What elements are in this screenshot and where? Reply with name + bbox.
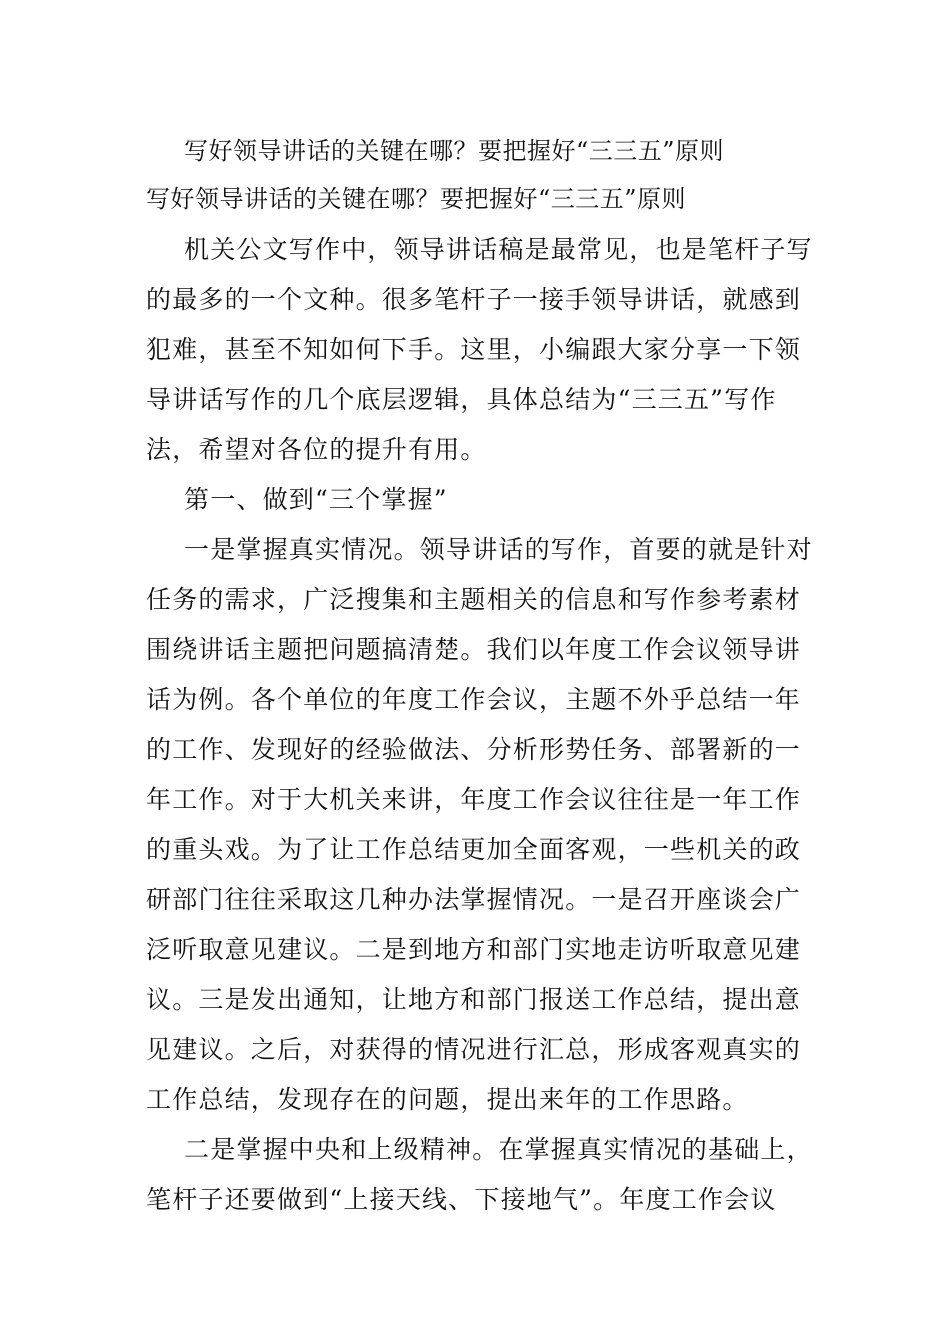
body-line: 话为例。各个单位的年度工作会议，主题不外乎总结一年 [146, 685, 802, 714]
body-line: 一是掌握真实情况。领导讲话的写作，首要的就是针对 [184, 535, 813, 564]
body-line: 导讲话写作的几个底层逻辑，具体总结为“三三五”写作 [146, 385, 777, 414]
body-line: 二是掌握中央和上级精神。在掌握真实情况的基础上， [184, 1135, 813, 1164]
body-line: 议。三是发出通知，让地方和部门报送工作总结，提出意 [146, 985, 802, 1014]
body-line: 机关公文写作中，领导讲话稿是最常见，也是笔杆子写 [184, 235, 813, 264]
body-line: 工作总结，发现存在的问题，提出来年的工作思路。 [146, 1085, 749, 1114]
body-line: 法，希望对各位的提升有用。 [146, 435, 487, 464]
body-line: 泛听取意见建议。二是到地方和部门实地走访听取意见建 [146, 935, 802, 964]
body-line: 研部门往往采取这几种办法掌握情况。一是召开座谈会广 [146, 885, 802, 914]
body-line: 的最多的一个文种。很多笔杆子一接手领导讲话，就感到 [146, 285, 802, 314]
body-line: 见建议。之后，对获得的情况进行汇总，形成客观真实的 [146, 1035, 802, 1064]
body-line: 年工作。对于大机关来讲，年度工作会议往往是一年工作 [146, 785, 802, 814]
body-line: 笔杆子还要做到“上接天线、下接地气”。年度工作会议 [146, 1185, 777, 1214]
document-title-line-2: 写好领导讲话的关键在哪？要把握好“三三五”原则 [146, 185, 687, 213]
body-line: 的重头戏。为了让工作总结更加全面客观，一些机关的政 [146, 835, 802, 864]
body-line: 围绕讲话主题把问题搞清楚。我们以年度工作会议领导讲 [146, 635, 802, 664]
body-line: 的工作、发现好的经验做法、分析形势任务、部署新的一 [146, 735, 802, 764]
document-title-line-1: 写好领导讲话的关键在哪？要把握好“三三五”原则 [184, 137, 725, 165]
section-heading: 第一、做到“三个掌握” [184, 485, 448, 514]
body-line: 任务的需求，广泛搜集和主题相关的信息和写作参考素材 [146, 585, 802, 614]
body-line: 犯难，甚至不知如何下手。这里，小编跟大家分享一下领 [146, 335, 802, 364]
